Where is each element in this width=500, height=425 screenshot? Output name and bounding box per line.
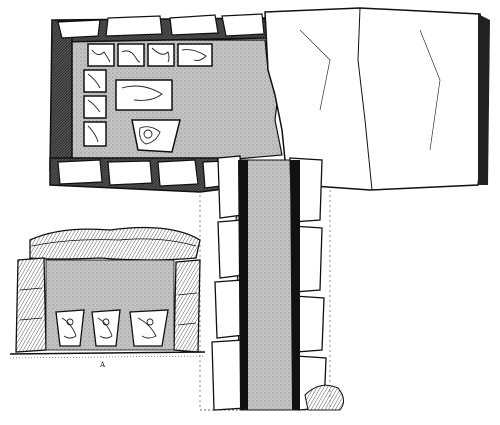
chamber-wall-left <box>50 20 72 170</box>
capstone-edge-dark <box>478 14 490 185</box>
inset-capstone <box>30 228 200 260</box>
top-wall-stones <box>58 14 264 38</box>
figure-label-a: A <box>100 361 106 369</box>
inset-left-slab <box>16 258 46 352</box>
inset-section-a <box>10 228 205 358</box>
inset-right-slab <box>174 260 200 352</box>
inset-ground <box>10 352 205 354</box>
passage-plan <box>200 156 344 410</box>
